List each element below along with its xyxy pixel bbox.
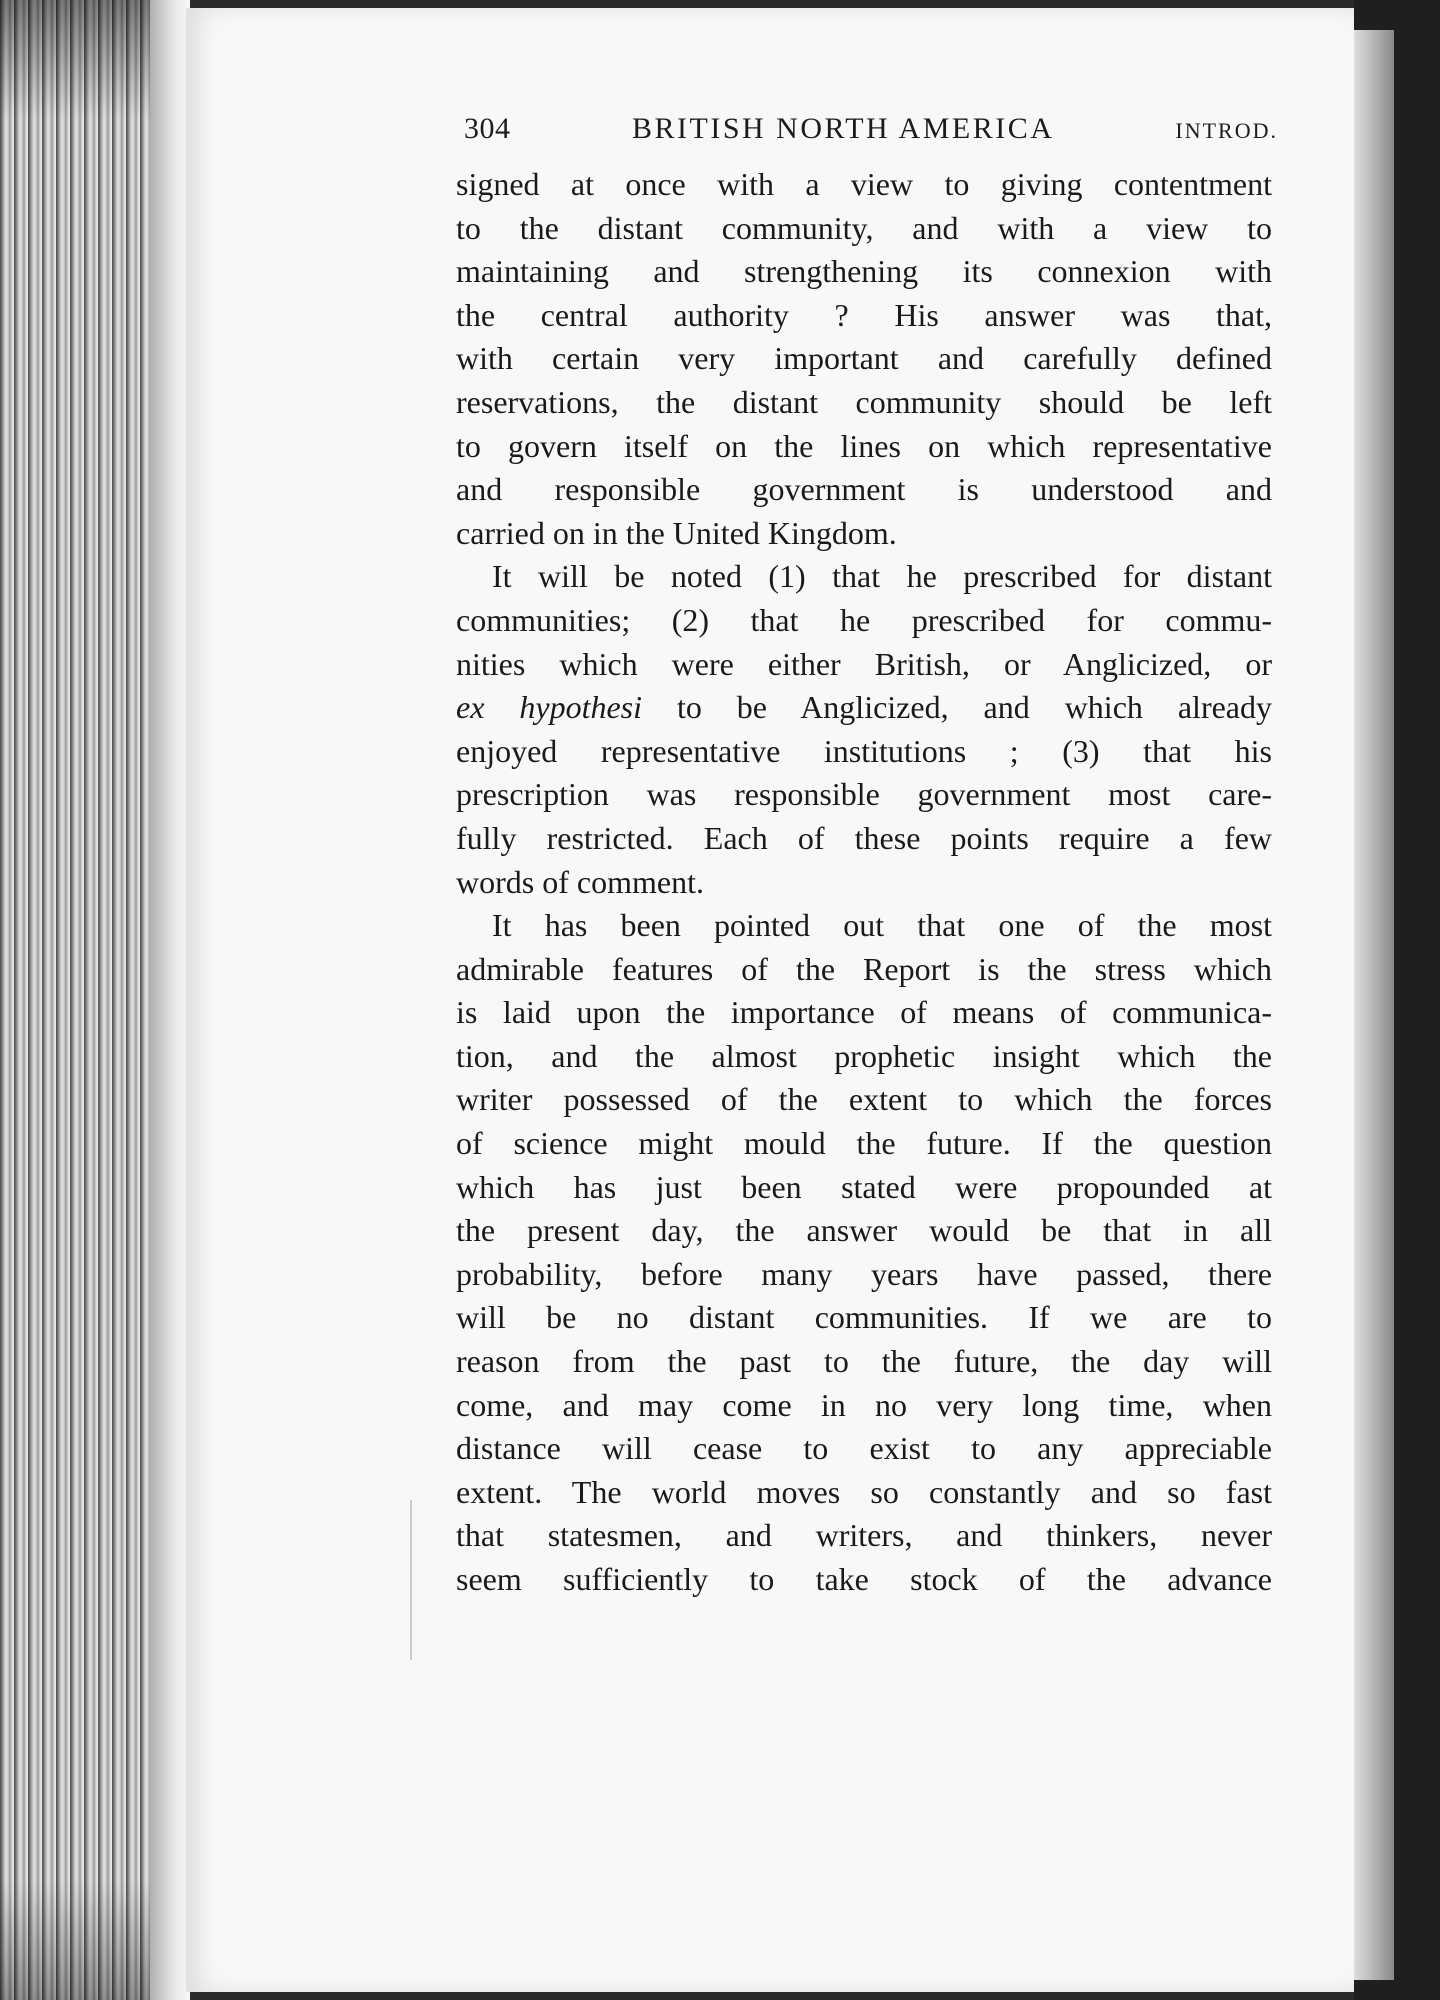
text-line: It has been pointed out that one of the most bbox=[492, 907, 1272, 944]
text-line: the central authority ? His answer was that, bbox=[456, 296, 1272, 333]
text-line: that statesmen, and writers, and thinkers, never bbox=[456, 1517, 1272, 1554]
text-line: communities; (2) that he prescribed for commu- bbox=[456, 601, 1272, 638]
text-line: seem sufficiently to take stock of the advance bbox=[456, 1561, 1272, 1597]
text-line: to the distant community, and with a view to bbox=[456, 209, 1272, 246]
margin-mark bbox=[410, 1500, 412, 1660]
text-line: carried on in the United Kingdom. bbox=[456, 514, 897, 551]
text-line: distance will cease to exist to any appreciable bbox=[456, 1430, 1272, 1467]
italic-phrase: ex hypothesi bbox=[456, 689, 642, 726]
text-line: the present day, the answer would be that in all bbox=[456, 1212, 1272, 1249]
text-fragment: to be Anglicized, and which already bbox=[642, 689, 1272, 726]
text-line: It will be noted (1) that he prescribed for distant bbox=[492, 558, 1272, 595]
paragraph-3 bbox=[456, 904, 1272, 1602]
paragraph-2 bbox=[456, 555, 1272, 904]
page-number: 304 bbox=[464, 112, 511, 145]
section-label: INTROD. bbox=[1175, 118, 1278, 143]
text-line: come, and may come in no very long time, when bbox=[456, 1386, 1272, 1423]
text-line: reservations, the distant community should be left bbox=[456, 383, 1272, 420]
text-line: prescription was responsible government most care- bbox=[456, 776, 1272, 813]
text-line: will be no distant communities. If we are to bbox=[456, 1299, 1272, 1336]
text-line: extent. The world moves so constantly and so fast bbox=[456, 1473, 1272, 1510]
text-line: is laid upon the importance of means of communica- bbox=[456, 994, 1272, 1031]
text-line: admirable features of the Report is the stress which bbox=[456, 950, 1272, 987]
text-line: to govern itself on the lines on which representative bbox=[456, 427, 1272, 464]
text-line: reason from the past to the future, the day will bbox=[456, 1343, 1272, 1380]
text-line: tion, and the almost prophetic insight which the bbox=[456, 1037, 1272, 1074]
text-line: fully restricted. Each of these points require a few bbox=[456, 819, 1272, 856]
body-text bbox=[456, 163, 1272, 1602]
text-line-italic-mixed bbox=[456, 686, 1272, 730]
paragraph-1 bbox=[456, 163, 1272, 555]
text-line: signed at once with a view to giving contentment bbox=[456, 166, 1272, 202]
text-line: probability, before many years have passed, there bbox=[456, 1255, 1272, 1292]
book-gutter bbox=[150, 0, 190, 2000]
text-line: with certain very important and carefully defined bbox=[456, 340, 1272, 377]
text-line: writer possessed of the extent to which the forces bbox=[456, 1081, 1272, 1118]
next-page-edge bbox=[1350, 30, 1394, 1980]
text-line: enjoyed representative institutions ; (3) that his bbox=[456, 732, 1272, 769]
text-line: words of comment. bbox=[456, 863, 704, 900]
text-line: maintaining and strengthening its connexion with bbox=[456, 253, 1272, 290]
running-title: BRITISH NORTH AMERICA bbox=[632, 112, 1055, 145]
text-line: which has just been stated were propounded at bbox=[456, 1168, 1272, 1205]
text-line: and responsible government is understood and bbox=[456, 471, 1272, 508]
text-line: of science might mould the future. If the question bbox=[456, 1125, 1272, 1162]
text-line: nities which were either British, or Anglicized, or bbox=[456, 645, 1272, 682]
page-header bbox=[464, 112, 1278, 152]
